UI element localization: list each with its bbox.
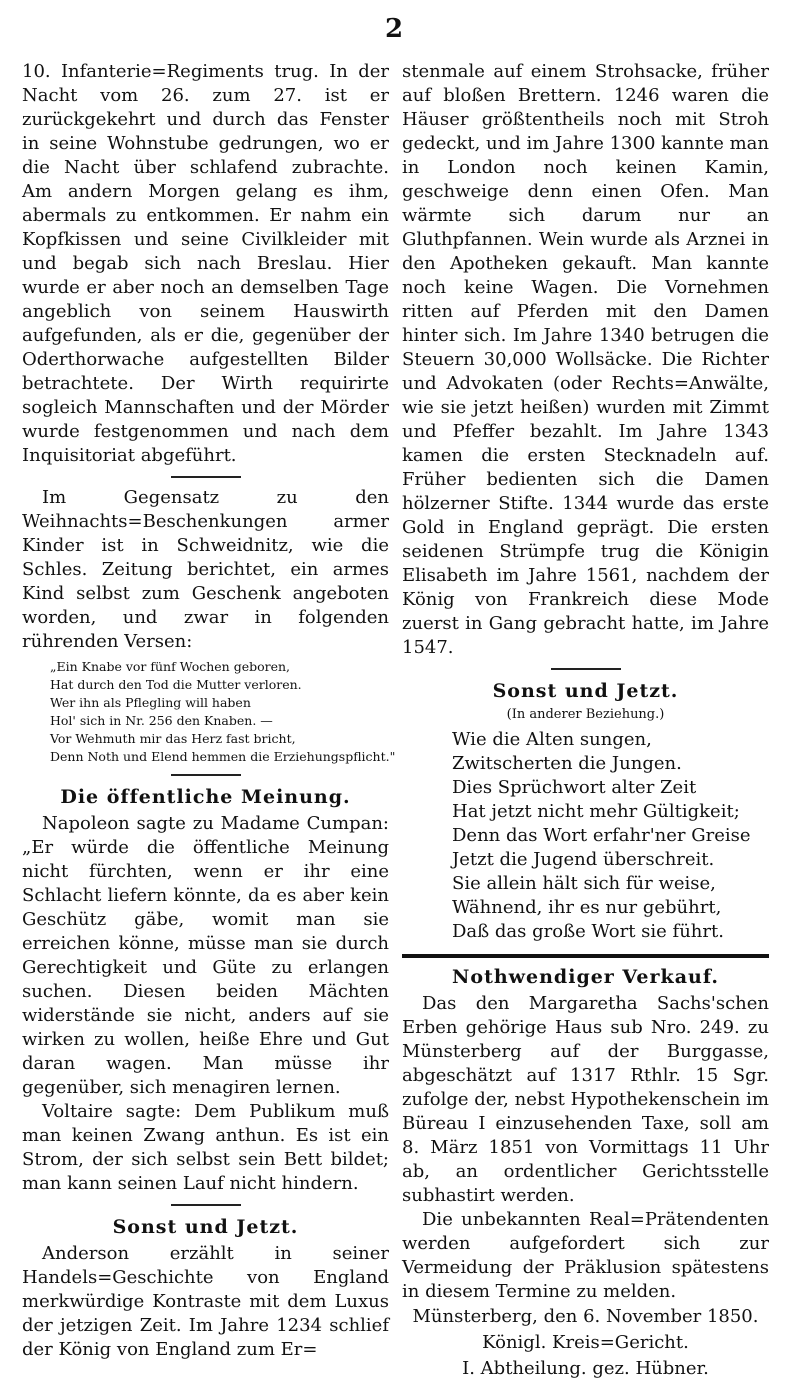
place-date: Münsterberg, den 6. November 1850. bbox=[412, 1306, 759, 1327]
right-column bbox=[402, 60, 769, 1382]
verse-line: Dies Sprüchwort alter Zeit bbox=[452, 777, 697, 798]
gift-child-article-paragraph: Im Gegensatz zu den Weihnachts=Beschenkungen armer Kinder ist in Schweidnitz, wie die Schles. Zeitung berichtet, ein armes Kind selbst zum Geschenk angeboten worden, und zwar in folgenden rührenden Versen: bbox=[22, 487, 389, 652]
verse-line: Sie allein hält sich für weise, bbox=[452, 873, 716, 894]
poem-line: „Ein Knabe vor fünf Wochen geboren, bbox=[50, 659, 291, 674]
verse-line: Wie die Alten sungen, bbox=[452, 729, 652, 750]
verse-poem bbox=[452, 728, 769, 944]
page-number: 2 bbox=[384, 14, 404, 44]
verse-line: Zwitscherten die Jungen. bbox=[452, 753, 682, 774]
anderson-paragraph: Anderson erzählt in seiner Handels=Geschichte von England merkwürdige Kontraste mit dem Luxus der jetzigen Zeit. Im Jahre 1234 schlief der König von England zum Er= bbox=[22, 1243, 389, 1360]
verse-line: Denn das Wort erfahr'ner Greise bbox=[452, 825, 751, 846]
poem-line: Denn Noth und Elend hemmen die Erziehungspflicht." bbox=[50, 749, 396, 764]
quoted-poem bbox=[50, 658, 396, 766]
section-divider bbox=[171, 1204, 241, 1206]
sale-notice-paragraph: Das den Margaretha Sachs'schen Erben gehörige Haus sub Nro. 249. zu Münsterberg auf der Burggasse, abgeschätzt auf 1317 Rthlr. 15 Sgr. zufolge der, nebst Hypothekenschein im Büreau I einzusehenden Taxe, soll am 8. März 1851 von Vormittags 11 Uhr ab, an ordentlicher Gerichtsstelle subhastirt werden. bbox=[402, 993, 769, 1206]
poem-line: Vor Wehmuth mir das Herz fast bricht, bbox=[50, 731, 296, 746]
notice-heading: Nothwendiger Verkauf. bbox=[452, 966, 719, 988]
anderson-continuation-paragraph: stenmale auf einem Strohsacke, früher auf bloßen Brettern. 1246 waren die Häuser größtentheils noch mit Stroh gedeckt, und im Jahre 1300 kannte man in London noch keinen Kamin, geschweige denn einen Ofen. Man wärmte sich darum nur an Gluthpfannen. Wein wurde als Arznei in den Apotheken gekauft. Man kannte noch keine Wagen. Die Vornehmen ritten auf Pferden mit den Damen hinter sich. Im Jahre 1340 betrugen die Steuern 30,000 Wollsäcke. Die Richter und Advokaten (oder Rechts=Anwälte, wie sie jetzt heißen) wurden mit Zimmt und Pfeffer bezahlt. Im Jahre 1343 kamen die ersten Stecknadeln auf. Früher bedienten sich die Damen hölzerner Stifte. 1344 wurde das erste Gold in England geprägt. Die ersten seidenen Strümpfe trug die Königin Elisabeth im Jahre 1561, nachdem der König von Frankreich diese Mode zuerst in Gang gebracht hatte, im Jahre 1547. bbox=[402, 61, 769, 658]
section-divider bbox=[551, 668, 621, 670]
napoleon-paragraph: Napoleon sagte zu Madame Cumpan: „Er würde die öffentliche Meinung nicht fürchten, wenn er ihr eine Schlacht liefern könnte, da es aber kein Geschütz gäbe, womit man sie erreichen könne, müsse man sie durch Gerechtigkeit und Güte zu erlangen suchen. Diesen beiden Mächten widerstände sie nicht, anders auf sie wirken zu wollen, heiße Ehre und Gut daran wagen. Man müsse ihr gegenüber, sich menagiren lernen. bbox=[22, 813, 389, 1098]
section-divider bbox=[171, 476, 241, 478]
verse-line: Hat jetzt nicht mehr Gültigkeit; bbox=[452, 801, 740, 822]
verse-line: Jetzt die Jugend überschreit. bbox=[452, 849, 715, 870]
section-heading: Sonst und Jetzt. bbox=[112, 1216, 299, 1238]
section-heading: Sonst und Jetzt. bbox=[492, 680, 679, 702]
section-divider bbox=[171, 774, 241, 776]
poem-line: Wer ihn als Pflegling will haben bbox=[50, 695, 251, 710]
section-heading: Die öffentliche Meinung. bbox=[60, 786, 351, 808]
verse-line: Daß das große Wort sie führt. bbox=[452, 921, 724, 942]
notice-divider bbox=[402, 954, 769, 958]
section-subheading: (In anderer Beziehung.) bbox=[506, 707, 665, 722]
article-continuation-paragraph: 10. Infanterie=Regiments trug. In der Nacht vom 26. zum 27. ist er zurückgekehrt und durch das Fenster in seine Wohnstube gedrungen, wo er die Nacht über schlafend zubrachte. Am andern Morgen gelang es ihm, abermals zu entkommen. Er nahm ein Kopfkissen und seine Civilkleider mit und begab sich nach Breslau. Hier wurde er aber noch an demselben Tage angeblich von seinem Hauswirth aufgefunden, als er die, gegenüber der Oderthorwache aufgestellten Bilder betrachtete. Der Wirth requirirte sogleich Mannschaften und der Mörder wurde festgenommen und nach dem Inquisitoriat abgeführt. bbox=[22, 61, 389, 466]
signature-line: I. Abtheilung. gez. Hübner. bbox=[462, 1358, 709, 1379]
court-name: Königl. Kreis=Gericht. bbox=[482, 1332, 689, 1353]
poem-line: Hol' sich in Nr. 256 den Knaben. — bbox=[50, 713, 273, 728]
claimants-paragraph: Die unbekannten Real=Prätendenten werden aufgefordert sich zur Vermeidung der Präklusion spätestens in diesem Termine zu melden. bbox=[402, 1209, 769, 1302]
voltaire-paragraph: Voltaire sagte: Dem Publikum muß man keinen Zwang anthun. Es ist ein Strom, der sich selbst sein Bett bildet; man kann seinen Lauf nicht hindern. bbox=[22, 1101, 389, 1194]
verse-line: Wähnend, ihr es nur gebührt, bbox=[452, 897, 722, 918]
poem-line: Hat durch den Tod die Mutter verloren. bbox=[50, 677, 302, 692]
left-column bbox=[22, 60, 396, 1362]
